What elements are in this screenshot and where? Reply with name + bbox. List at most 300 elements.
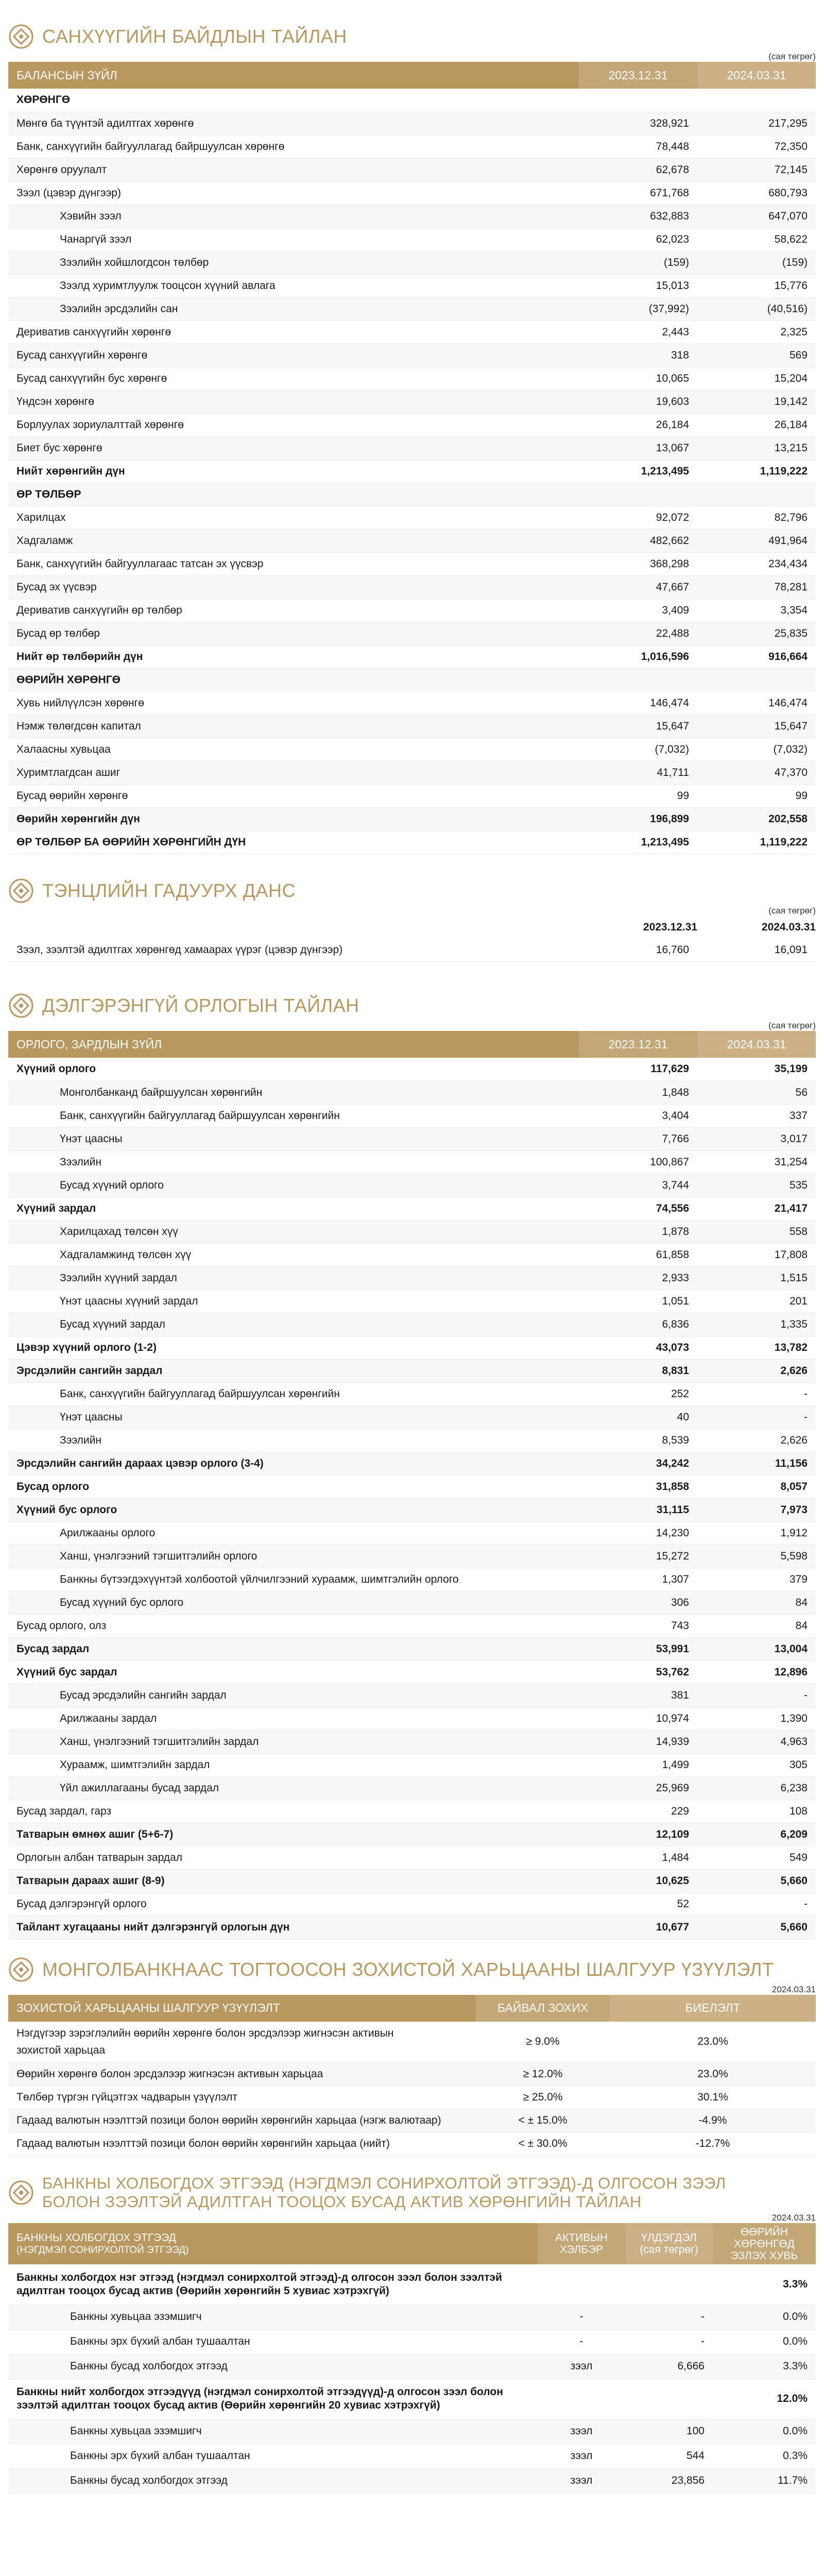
balance-row: [8, 158, 816, 181]
party-share: 0.0%: [713, 2329, 816, 2354]
row-label: Арилжааны орлого: [8, 1521, 579, 1545]
row-label: Мөнгө ба түүнтэй адилтгах хөрөнгө: [8, 112, 579, 135]
value-2023: [579, 668, 697, 691]
balance-table: [8, 62, 816, 854]
balance-title: САНХҮҮГИЙН БАЙДЛЫН ТАЙЛАН: [42, 26, 347, 47]
value-2023: 13,067: [579, 436, 697, 460]
row-label: Зээлийн: [8, 1429, 579, 1452]
row-label: Хүүний бус зардал: [8, 1660, 579, 1684]
value-2023: 15,013: [579, 274, 697, 297]
income-row: [8, 1591, 816, 1614]
row-label: Монголбанканд байршуулсан хөрөнгийн: [8, 1081, 579, 1104]
party-share: 11.7%: [713, 2468, 816, 2493]
value-2024: 72,350: [697, 135, 816, 158]
income-row: [8, 1382, 816, 1405]
parties-title-line2: БОЛОН ЗЭЭЛТЭЙ АДИЛТГАН ТООЦОХ БУСАД АКТИВ ХӨРӨНГИЙН ТАЙЛАН: [42, 2192, 642, 2211]
value-2024: 6,209: [697, 1823, 816, 1846]
income-row: [8, 1220, 816, 1243]
value-2023: 12,109: [579, 1823, 697, 1846]
ratio-row: [8, 2086, 816, 2109]
balance-col-item: БАЛАНСЫН ЗҮЙЛ: [8, 62, 579, 89]
balance-row: [8, 807, 816, 831]
balance-row: [8, 738, 816, 761]
value-2024: 15,204: [697, 367, 816, 390]
value-2023: (7,032): [579, 738, 697, 761]
row-label: Арилжааны зардал: [8, 1707, 579, 1730]
ratio-required: < ± 30.0%: [476, 2132, 610, 2156]
balance-col-2023: 2023.12.31: [579, 62, 697, 89]
row-label: Ханш, үнэлгээний тэгшитгэлийн орлого: [8, 1545, 579, 1568]
income-col-2024: 2024.03.31: [697, 1031, 816, 1058]
balance-row: [8, 205, 816, 228]
party-balance: [625, 2379, 713, 2419]
party-label: Банкны бусад холбогдох этгээд: [8, 2468, 538, 2493]
value-2024: 47,370: [697, 761, 816, 784]
party-balance: -: [625, 2304, 713, 2329]
balance-row: [8, 715, 816, 738]
value-2023: 22,488: [579, 622, 697, 645]
row-label: Хэвийн зээл: [8, 205, 579, 228]
value-2023: 146,474: [579, 691, 697, 715]
income-row: [8, 1290, 816, 1313]
value-2024: 1,912: [697, 1521, 816, 1545]
value-2023: 3,409: [579, 599, 697, 622]
value-2024: 7,973: [697, 1498, 816, 1521]
balance-row: [8, 483, 816, 506]
row-label: Зээлийн хүүний зардал: [8, 1266, 579, 1290]
income-row: [8, 1707, 816, 1730]
value-2024: 5,660: [697, 1916, 816, 1939]
value-2023: 8,831: [579, 1359, 697, 1382]
value-2024: 99: [697, 784, 816, 807]
value-2024: 3,017: [697, 1127, 816, 1150]
value-2023: 40: [579, 1405, 697, 1429]
ratio-actual: -12.7%: [610, 2132, 816, 2156]
value-2023: (37,992): [579, 297, 697, 320]
value-2023: 41,711: [579, 761, 697, 784]
balance-row: [8, 460, 816, 483]
balance-row: [8, 831, 816, 854]
ratio-label: Төлбөр түргэн гүйцэтгэх чадварын үзүүлэлт: [8, 2086, 476, 2109]
ratio-label: Гадаад валютын нээлттэй позици болон өөрийн хөрөнгийн харьцаа (нэгж валютаар): [8, 2109, 476, 2132]
party-asset-form: [538, 2379, 625, 2419]
value-2024: 13,004: [697, 1637, 816, 1660]
income-row: [8, 1753, 816, 1776]
income-row: [8, 1916, 816, 1939]
value-2024: 17,808: [697, 1243, 816, 1266]
party-label: Банкны эрх бүхий албан тушаалтан: [8, 2329, 538, 2354]
balance-row: [8, 390, 816, 413]
party-row: [8, 2379, 816, 2419]
parties-title-line1: БАНКНЫ ХОЛБОГДОХ ЭТГЭЭД (НЭГДМЭЛ СОНИРХОЛТОЙ ЭТГЭЭД)-Д ОЛГОСОН ЗЭЭЛ: [42, 2174, 726, 2192]
parties-date: 2024.03.31: [771, 2213, 816, 2223]
value-2023: 1,848: [579, 1081, 697, 1104]
balance-row: [8, 436, 816, 460]
value-2024: 217,295: [697, 112, 816, 135]
row-label: Эрсдэлийн сангийн дараах цэвэр орлого (3-4): [8, 1452, 579, 1475]
ratio-label: Нэгдүгээр зэрэглэлийн өөрийн хөрөнгө болон эрсдэлээр жигнэсэн активын зохистой харьцаа: [8, 2022, 476, 2063]
value-2024: 535: [697, 1174, 816, 1197]
ratio-actual: 23.0%: [610, 2022, 816, 2063]
row-label: Тайлант хугацааны нийт дэлгэрэнгүй орлогын дүн: [8, 1916, 579, 1939]
row-label: Үйл ажиллагааны бусад зардал: [8, 1776, 579, 1800]
row-label: Халаасны хувьцаа: [8, 738, 579, 761]
income-row: [8, 1336, 816, 1359]
party-label: Банкны бусад холбогдох этгээд: [8, 2354, 538, 2379]
row-label: ӨР ТӨЛБӨР: [8, 483, 579, 506]
value-2023: [579, 89, 697, 112]
party-balance: 100: [625, 2419, 713, 2444]
row-label: Хүүний орлого: [8, 1058, 579, 1081]
value-2024: 11,156: [697, 1452, 816, 1475]
value-2023: 7,766: [579, 1127, 697, 1150]
value-2023: 10,625: [579, 1869, 697, 1892]
income-col-2023: 2023.12.31: [579, 1031, 697, 1058]
value-2023: 10,677: [579, 1916, 697, 1939]
row-label: Өөрийн хөрөнгийн дүн: [8, 807, 579, 831]
income-row: [8, 1684, 816, 1707]
value-2023: 6,836: [579, 1313, 697, 1336]
balance-row: [8, 645, 816, 668]
offbalance-table: [8, 916, 816, 962]
value-2024: 379: [697, 1568, 816, 1591]
value-2023: 3,404: [579, 1104, 697, 1127]
value-2023: [579, 483, 697, 506]
value-2023: 2,933: [579, 1266, 697, 1290]
income-row: [8, 1359, 816, 1382]
row-label: Нийт өр төлбөрийн дүн: [8, 645, 579, 668]
balance-row: [8, 506, 816, 529]
value-2024: -: [697, 1382, 816, 1405]
value-2024: 201: [697, 1290, 816, 1313]
ratios-title: МОНГОЛБАНКНААС ТОГТООСОН ЗОХИСТОЙ ХАРЬЦААНЫ ШАЛГУУР ҮЗҮҮЛЭЛТ: [42, 1958, 774, 1980]
row-label: Бусад зардал: [8, 1637, 579, 1660]
income-row: [8, 1660, 816, 1684]
income-row: [8, 1869, 816, 1892]
value-2023: 306: [579, 1591, 697, 1614]
ratio-label: Өөрийн хөрөнгө болон эрсдэлээр жигнэсэн активын харьцаа: [8, 2063, 476, 2086]
value-2023: 99: [579, 784, 697, 807]
value-2023: 62,023: [579, 228, 697, 251]
value-2024: 549: [697, 1846, 816, 1869]
value-2023: 328,921: [579, 112, 697, 135]
value-2023: 1,499: [579, 1753, 697, 1776]
value-2023: 34,242: [579, 1452, 697, 1475]
value-2024: 72,145: [697, 158, 816, 181]
income-row: [8, 1150, 816, 1174]
value-2023: 1,484: [579, 1846, 697, 1869]
row-label: Банк, санхүүгийн байгууллагад байршуулсан хөрөнгийн: [8, 1104, 579, 1127]
value-2023: 19,603: [579, 390, 697, 413]
party-balance: 23,856: [625, 2468, 713, 2493]
income-row: [8, 1846, 816, 1869]
row-label: Бусад орлого: [8, 1475, 579, 1498]
balance-section-header: [0, 0, 824, 62]
party-label: Банкны хувьцаа эзэмшигч: [8, 2419, 538, 2444]
row-label: Борлуулах зориулалттай хөрөнгө: [8, 413, 579, 436]
value-2024: 84: [697, 1614, 816, 1637]
value-2023: 31,115: [579, 1498, 697, 1521]
parties-col-share: ӨӨРИЙН ХӨРӨНГӨД ЭЗЛЭХ ХУВЬ: [713, 2223, 816, 2264]
balance-row: [8, 228, 816, 251]
row-label: Зээлийн хойшлогдсон төлбөр: [8, 251, 579, 274]
income-row: [8, 1313, 816, 1336]
value-2023: 100,867: [579, 1150, 697, 1174]
row-label: Зээлд хуримтлуулж тооцсон хүүний авлага: [8, 274, 579, 297]
balance-row: [8, 251, 816, 274]
income-row: [8, 1475, 816, 1498]
ratios-section-header: [0, 1939, 824, 1995]
ratio-row: [8, 2063, 816, 2086]
value-2024: 26,184: [697, 413, 816, 436]
row-label: Ханш, үнэлгээний тэгшитгэлийн зардал: [8, 1730, 579, 1753]
value-2024: 1,119,222: [697, 460, 816, 483]
value-2023: 53,762: [579, 1660, 697, 1684]
value-2024: 8,057: [697, 1475, 816, 1498]
ratio-actual: 30.1%: [610, 2086, 816, 2109]
offbalance-section-header: [0, 854, 824, 916]
value-2023: 1,307: [579, 1568, 697, 1591]
row-label: Татварын дараах ашиг (8-9): [8, 1869, 579, 1892]
parties-table: [8, 2223, 816, 2494]
income-row: [8, 1452, 816, 1475]
value-2023: 1,878: [579, 1220, 697, 1243]
row-label: Бусад дэлгэрэнгүй орлого: [8, 1892, 579, 1916]
value-2023: 62,678: [579, 158, 697, 181]
value-2024: 15,647: [697, 715, 816, 738]
value-2024: 1,335: [697, 1313, 816, 1336]
row-label: Цэвэр хүүний орлого (1-2): [8, 1336, 579, 1359]
income-row: [8, 1730, 816, 1753]
balance-row: [8, 413, 816, 436]
offbalance-col-item: [8, 916, 579, 939]
party-asset-form: зээл: [538, 2354, 625, 2379]
value-2024: 5,660: [697, 1869, 816, 1892]
ratio-required: ≥ 25.0%: [476, 2086, 610, 2109]
income-row: [8, 1174, 816, 1197]
value-2023: 15,647: [579, 715, 697, 738]
value-2024: 1,390: [697, 1707, 816, 1730]
value-2023: 47,667: [579, 575, 697, 599]
value-2023: 743: [579, 1614, 697, 1637]
row-label: Үнэт цаасны хүүний зардал: [8, 1290, 579, 1313]
row-label: Банк, санхүүгийн байгууллагад байршуулсан хөрөнгө: [8, 135, 579, 158]
party-asset-form: зээл: [538, 2419, 625, 2444]
offbalance-title: ТЭНЦЛИЙН ГАДУУРХ ДАНС: [42, 879, 296, 901]
row-label: Хураамж, шимтгэлийн зардал: [8, 1753, 579, 1776]
value-2023: 16,760: [579, 939, 697, 962]
balance-row: [8, 112, 816, 135]
income-row: [8, 1800, 816, 1823]
value-2023: 117,629: [579, 1058, 697, 1081]
value-2023: 368,298: [579, 552, 697, 575]
row-label: Хүүний зардал: [8, 1197, 579, 1220]
value-2023: 25,969: [579, 1776, 697, 1800]
row-label: Зээл, зээлтэй адилтгах хөрөнгөд хамаарах үүрэг (цэвэр дүнгээр): [8, 939, 579, 962]
value-2023: 52: [579, 1892, 697, 1916]
row-label: Дериватив санхүүгийн өр төлбөр: [8, 599, 579, 622]
row-label: Хуримтлагдсан ашиг: [8, 761, 579, 784]
value-2023: 2,443: [579, 320, 697, 344]
value-2023: 14,939: [579, 1730, 697, 1753]
ratios-col-actual: БИЕЛЭЛТ: [610, 1995, 816, 2022]
value-2023: 482,662: [579, 529, 697, 552]
balance-row: [8, 135, 816, 158]
offbalance-col-2024: 2024.03.31: [697, 916, 816, 939]
income-row: [8, 1637, 816, 1660]
value-2024: 12,896: [697, 1660, 816, 1684]
row-label: Бусад зардал, гарз: [8, 1800, 579, 1823]
value-2023: 196,899: [579, 807, 697, 831]
value-2024: 569: [697, 344, 816, 367]
balance-col-2024: 2024.03.31: [697, 62, 816, 89]
party-share: 0.0%: [713, 2419, 816, 2444]
row-label: Үнэт цаасны: [8, 1405, 579, 1429]
value-2024: 1,515: [697, 1266, 816, 1290]
row-label: Эрсдэлийн сангийн зардал: [8, 1359, 579, 1382]
row-label: Үндсэн хөрөнгө: [8, 390, 579, 413]
value-2024: 16,091: [697, 939, 816, 962]
party-balance: -: [625, 2329, 713, 2354]
ratio-required: ≥ 12.0%: [476, 2063, 610, 2086]
row-label: Чанаргүй зээл: [8, 228, 579, 251]
row-label: Орлогын албан татварын зардал: [8, 1846, 579, 1869]
income-row: [8, 1127, 816, 1150]
row-label: Бусад санхүүгийн хөрөнгө: [8, 344, 579, 367]
balance-row: [8, 622, 816, 645]
balance-row: [8, 761, 816, 784]
party-share: 0.0%: [713, 2304, 816, 2329]
party-label: Банкны эрх бүхий албан тушаалтан: [8, 2444, 538, 2468]
balance-row: [8, 181, 816, 205]
value-2024: 6,238: [697, 1776, 816, 1800]
value-2023: 1,051: [579, 1290, 697, 1313]
row-label: Хадгаламж: [8, 529, 579, 552]
income-row: [8, 1776, 816, 1800]
ratios-col-item: ЗОХИСТОЙ ХАРЬЦААНЫ ШАЛГУУР ҮЗҮҮЛЭЛТ: [8, 1995, 476, 2022]
balance-row: [8, 89, 816, 112]
party-share: 3.3%: [713, 2264, 816, 2304]
value-2024: (7,032): [697, 738, 816, 761]
parties-col-item: БАНКНЫ ХОЛБОГДОХ ЭТГЭЭД (НЭГДМЭЛ СОНИРХОЛТОЙ ЭТГЭЭД): [8, 2223, 538, 2264]
income-row: [8, 1614, 816, 1637]
income-row: [8, 1521, 816, 1545]
value-2023: 61,858: [579, 1243, 697, 1266]
value-2024: 680,793: [697, 181, 816, 205]
row-label: Банк, санхүүгийн байгууллагаас татсан эх үүсвэр: [8, 552, 579, 575]
unit-note: (сая төгрөг): [768, 1021, 816, 1030]
row-label: Бусад орлого, олз: [8, 1614, 579, 1637]
value-2024: 56: [697, 1081, 816, 1104]
row-label: Зээл (цэвэр дүнгээр): [8, 181, 579, 205]
income-row: [8, 1058, 816, 1081]
parties-section-header: [0, 2156, 824, 2223]
bank-logo-icon: [8, 993, 34, 1019]
value-2023: 53,991: [579, 1637, 697, 1660]
party-row: [8, 2468, 816, 2493]
value-2024: 82,796: [697, 506, 816, 529]
party-row: [8, 2329, 816, 2354]
balance-row: [8, 344, 816, 367]
unit-note: (сая төгрөг): [768, 52, 816, 61]
party-share: 3.3%: [713, 2354, 816, 2379]
value-2023: 1,213,495: [579, 460, 697, 483]
value-2024: 3,354: [697, 599, 816, 622]
unit-note: (сая төгрөг): [768, 905, 816, 916]
bank-logo-icon: [8, 1957, 34, 1982]
row-label: Хүүний бус орлого: [8, 1498, 579, 1521]
row-label: Банк, санхүүгийн байгууллагад байршуулсан хөрөнгийн: [8, 1382, 579, 1405]
balance-row: [8, 668, 816, 691]
row-label: Хадгаламжинд төлсөн хүү: [8, 1243, 579, 1266]
value-2024: 108: [697, 1800, 816, 1823]
ratio-required: < ± 15.0%: [476, 2109, 610, 2132]
ratios-col-required: БАЙВАЛ ЗОХИХ: [476, 1995, 610, 2022]
party-row: [8, 2304, 816, 2329]
value-2024: 337: [697, 1104, 816, 1127]
row-label: Банкны бүтээгдэхүүнтэй холбоотой үйлчилгээний хураамж, шимтгэлийн орлого: [8, 1568, 579, 1591]
row-label: ӨР ТӨЛБӨР БА ӨӨРИЙН ХӨРӨНГИЙН ДҮН: [8, 831, 579, 854]
value-2024: 305: [697, 1753, 816, 1776]
value-2024: 202,558: [697, 807, 816, 831]
income-row: [8, 1243, 816, 1266]
party-row: [8, 2419, 816, 2444]
value-2023: 43,073: [579, 1336, 697, 1359]
row-label: Бусад санхүүгийн бус хөрөнгө: [8, 367, 579, 390]
row-label: Бусад эрсдэлийн сангийн зардал: [8, 1684, 579, 1707]
bank-logo-icon: [8, 24, 34, 49]
value-2023: 1,016,596: [579, 645, 697, 668]
value-2023: 8,539: [579, 1429, 697, 1452]
value-2024: 558: [697, 1220, 816, 1243]
value-2023: 318: [579, 344, 697, 367]
balance-row: [8, 320, 816, 344]
row-label: Харилцах: [8, 506, 579, 529]
ratio-row: [8, 2022, 816, 2063]
value-2024: 5,598: [697, 1545, 816, 1568]
value-2024: 234,434: [697, 552, 816, 575]
balance-row: [8, 575, 816, 599]
row-label: Татварын өмнөх ашиг (5+6-7): [8, 1823, 579, 1846]
income-row: [8, 1429, 816, 1452]
row-label: Бусад өөрийн хөрөнгө: [8, 784, 579, 807]
party-balance: 6,666: [625, 2354, 713, 2379]
bank-logo-icon: [8, 2180, 34, 2206]
ratios-date: 2024.03.31: [771, 1984, 816, 1994]
value-2024: 84: [697, 1591, 816, 1614]
party-asset-form: -: [538, 2329, 625, 2354]
row-label: ӨӨРИЙН ХӨРӨНГӨ: [8, 668, 579, 691]
value-2023: 15,272: [579, 1545, 697, 1568]
parties-col-balance: ҮЛДЭГДЭЛ (сая төгрөг): [625, 2223, 713, 2264]
income-section-header: [0, 962, 824, 1031]
offbalance-col-2023: 2023.12.31: [579, 916, 697, 939]
balance-row: [8, 599, 816, 622]
balance-row: [8, 274, 816, 297]
income-row: [8, 1104, 816, 1127]
row-label: ХӨРӨНГӨ: [8, 89, 579, 112]
value-2024: 1,119,222: [697, 831, 816, 854]
party-balance: [625, 2264, 713, 2304]
income-row: [8, 1498, 816, 1521]
value-2023: 1,213,495: [579, 831, 697, 854]
party-row: [8, 2354, 816, 2379]
income-row: [8, 1266, 816, 1290]
value-2024: 491,964: [697, 529, 816, 552]
value-2023: (159): [579, 251, 697, 274]
income-title: ДЭЛГЭРЭНГҮЙ ОРЛОГЫН ТАЙЛАН: [42, 995, 359, 1016]
value-2023: 78,448: [579, 135, 697, 158]
